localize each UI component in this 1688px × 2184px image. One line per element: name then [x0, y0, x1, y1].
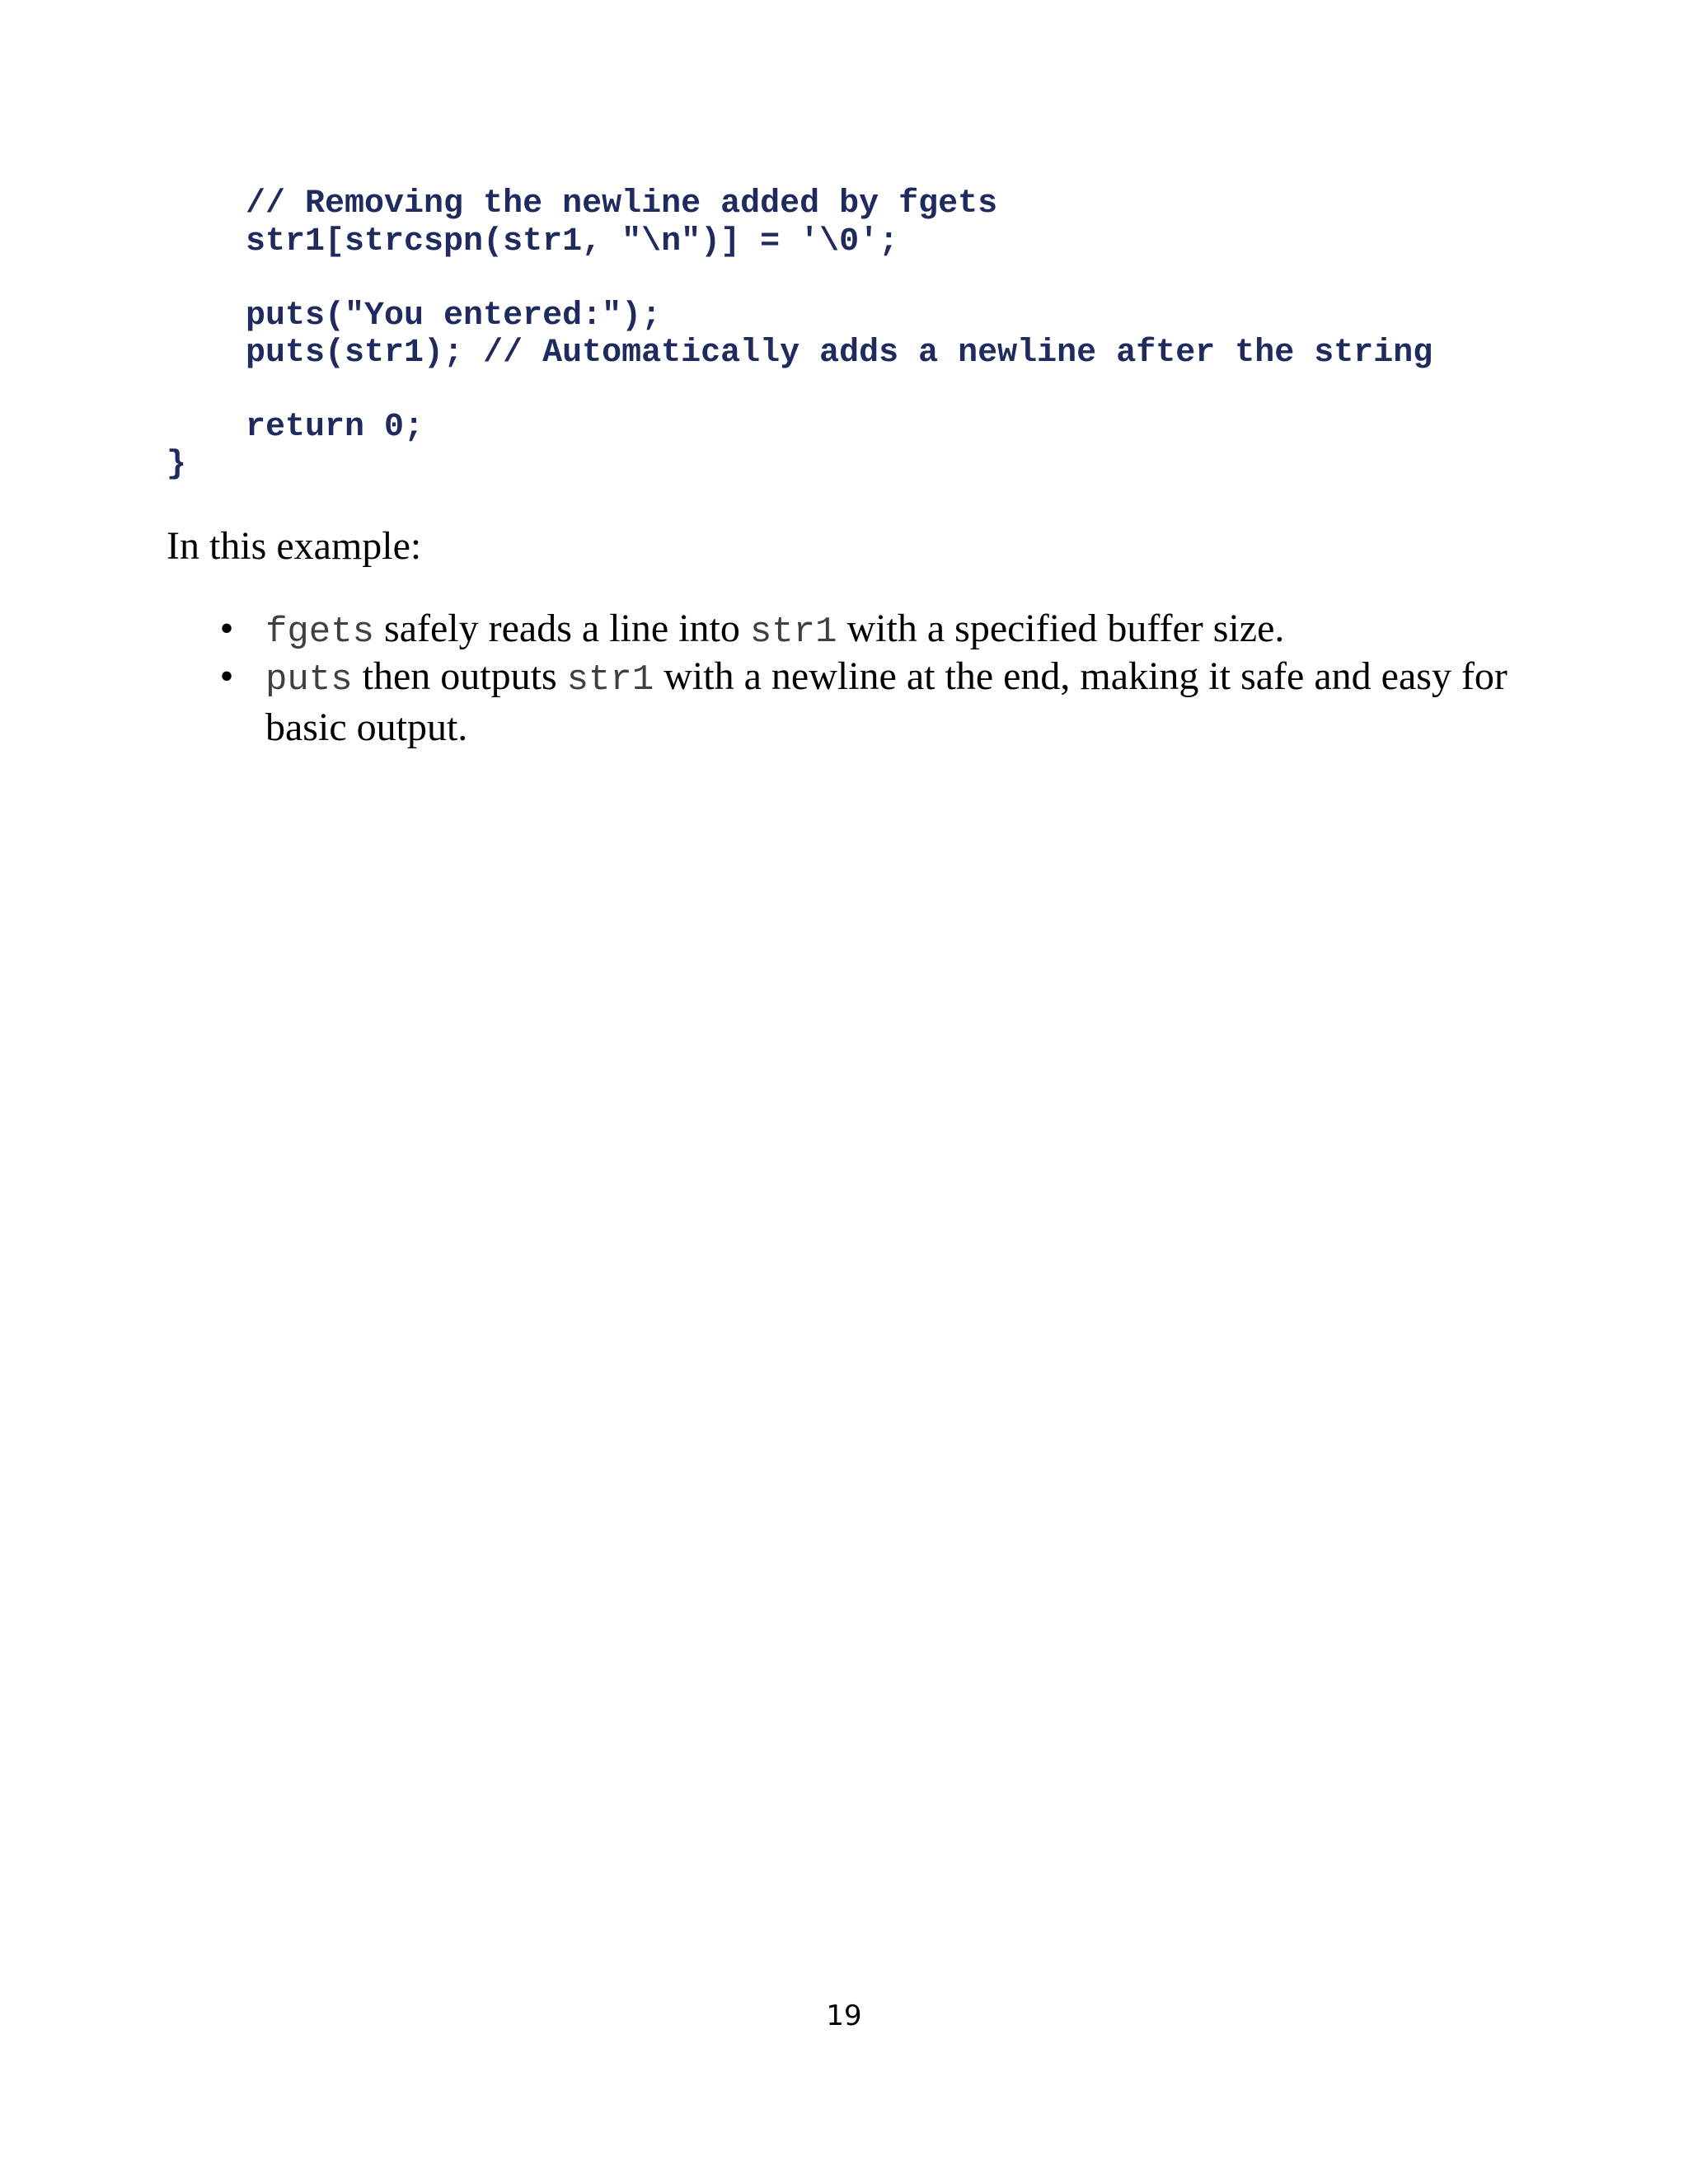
intro-paragraph: In this example:: [166, 524, 422, 568]
code-line-comment: // Removing the newline added by fgets: [166, 185, 998, 223]
inline-code: str1: [566, 659, 654, 701]
code-line-closing-brace: }: [166, 446, 187, 483]
code-line-return: return 0;: [166, 409, 424, 446]
code-line-strcspn: str1[strcspn(str1, "\n")] = '\0';: [166, 223, 899, 260]
list-item: [219, 653, 1584, 752]
inline-code: fgets: [265, 612, 375, 653]
list-item-text: then outputs: [352, 654, 567, 698]
code-line-puts-prompt: puts("You entered:");: [166, 298, 662, 335]
page-number: 19: [826, 1999, 862, 2032]
list-item-text: safely reads a line into: [374, 607, 750, 650]
inline-code: str1: [749, 612, 837, 653]
inline-code: puts: [265, 659, 353, 701]
bullet-dot-icon: •: [219, 607, 234, 650]
code-line-puts-str1: puts(str1); // Automatically adds a newline after the string: [166, 335, 1433, 372]
bullet-dot-icon: •: [219, 654, 234, 698]
list-item-text: with a newline at the end, making it safe and easy for basic output.: [265, 654, 1507, 749]
list-item-text: with a specified buffer size.: [837, 607, 1285, 650]
list-item: [219, 605, 1584, 656]
